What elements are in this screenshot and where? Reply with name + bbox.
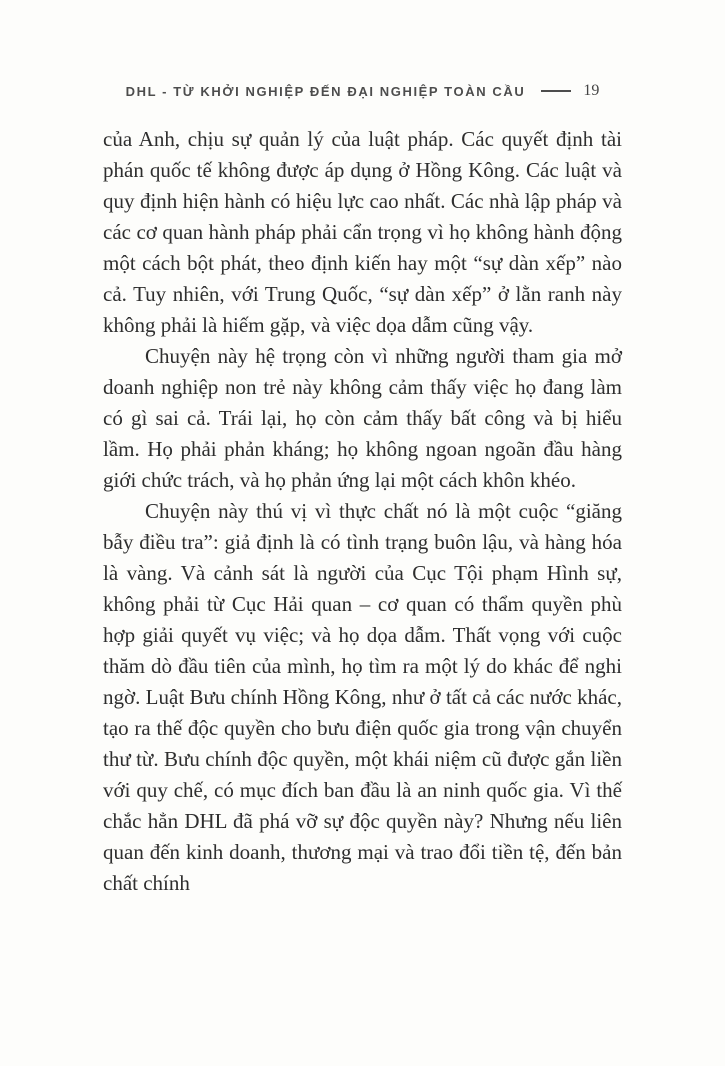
header-rule [541,90,571,92]
paragraph: Chuyện này thú vị vì thực chất nó là một cuộc “giăng bẫy điều tra”: giả định là có tình trạng buôn lậu, và hàng hóa là vàng. Và cảnh sát là người của Cục Tội phạm Hình sự, không phải từ Cục Hải quan – cơ quan có thẩm quyền phù hợp giải quyết vụ việc; và họ dọa dẫm. Thất vọng với cuộc thăm dò đầu tiên của mình, họ tìm ra một lý do khác để nghi ngờ. Luật Bưu chính Hồng Kông, như ở tất cả các nước khác, tạo ra thế độc quyền cho bưu điện quốc gia trong vận chuyển thư từ. Bưu chính độc quyền, một khái niệm cũ được gắn liền với quy chế, có mục đích ban đầu là an ninh quốc gia. Vì thế chắc hẳn DHL đã phá vỡ sự độc quyền này? Nhưng nếu liên quan đến kinh doanh, thương mại và trao đổi tiền tệ, đến bản chất chính [103,499,622,895]
paragraph-continued: của Anh, chịu sự quản lý của luật pháp. Các quyết định tài phán quốc tế không được áp dụng ở Hồng Kông. Các luật và quy định hiện hành có hiệu lực cao nhất. Các nhà lập pháp và các cơ quan hành pháp phải cẩn trọng vì họ không hành động một cách bột phát, theo định kiến hay một “sự dàn xếp” nào cả. Tuy nhiên, với Trung Quốc, “sự dàn xếp” ở lằn ranh này không phải là hiếm gặp, và việc dọa dẫm cũng vậy. [103,127,622,337]
paragraph: Chuyện này hệ trọng còn vì những người tham gia mở doanh nghiệp non trẻ này không cảm thấy việc họ đang làm có gì sai cả. Trái lại, họ còn cảm thấy bất công và bị hiểu lầm. Họ phải phản kháng; họ không ngoan ngoãn đầu hàng giới chức trách, và họ phản ứng lại một cách khôn khéo. [103,344,622,492]
page-body [103,124,622,899]
page-number: 19 [583,82,600,99]
page-header [103,82,622,100]
running-head-title: DHL - TỪ KHỞI NGHIỆP ĐẾN ĐẠI NGHIỆP TOÀN CẦU [125,83,526,99]
